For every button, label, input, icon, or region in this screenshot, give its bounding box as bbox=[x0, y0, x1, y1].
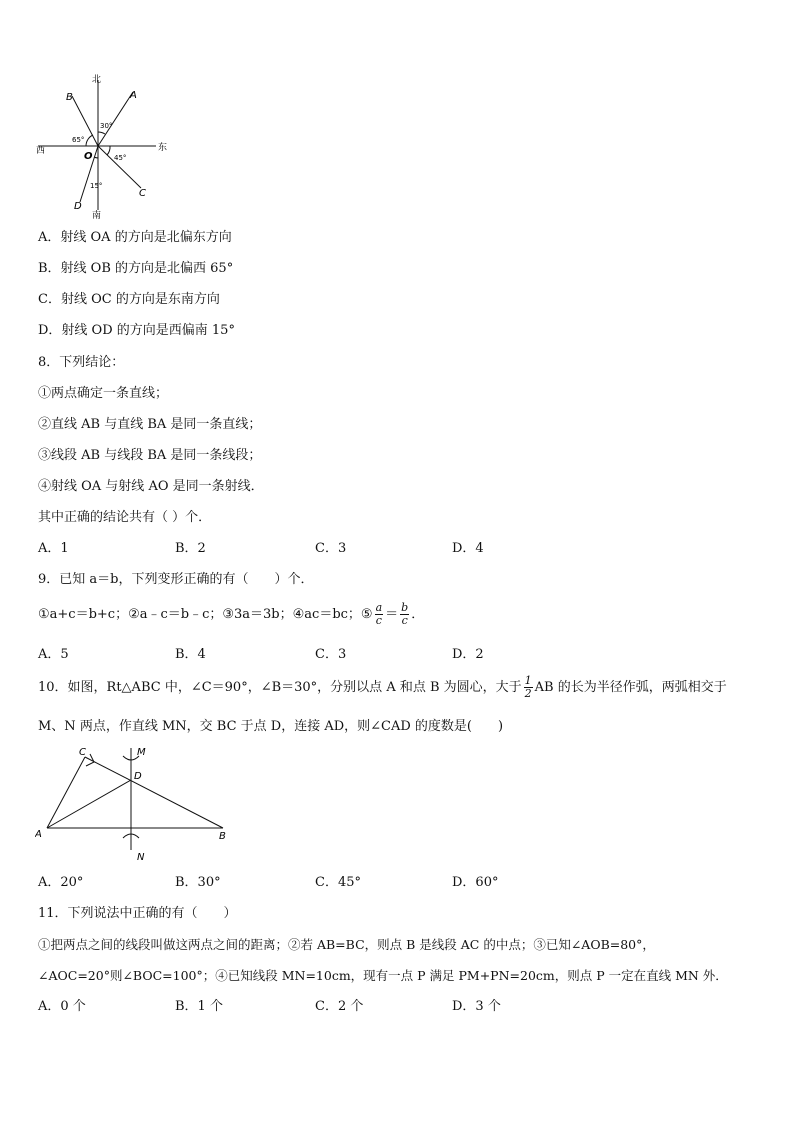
q9-option-d: D．2 bbox=[452, 647, 484, 662]
q10-line-1a: 10．如图，Rt△ABC 中，∠C＝90°，∠B＝30°，分别以点 A 和点 B 为圆心，大于 bbox=[38, 680, 522, 695]
q9-frac2-den: c bbox=[401, 614, 408, 627]
q9-fraction-b-over-c bbox=[400, 602, 409, 627]
q10-option-b: B．30° bbox=[175, 875, 221, 890]
angle-30-label: 30° bbox=[100, 122, 113, 130]
triangle-figure bbox=[35, 742, 235, 867]
tri-point-c-label: C bbox=[79, 747, 86, 758]
q7-option-b: B．射线 OB 的方向是北偏西 65° bbox=[38, 261, 234, 276]
angle-15-label: 15° bbox=[90, 182, 103, 190]
q10-option-c: C．45° bbox=[315, 875, 361, 890]
ray-oc bbox=[98, 146, 141, 188]
south-label: 南 bbox=[92, 211, 102, 220]
q8-option-a: A．1 bbox=[38, 541, 69, 556]
q10-fraction-half bbox=[524, 675, 533, 700]
q10-line-2: M、N 两点，作直线 MN，交 BC 于点 D，连接 AD，则∠CAD 的度数是( ) bbox=[38, 719, 504, 734]
q9-frac1-num: a bbox=[375, 601, 383, 614]
q8-item-2: ②直线 AB 与直线 BA 是同一条直线； bbox=[38, 417, 262, 432]
q9-end: ． bbox=[411, 607, 425, 622]
point-d-label: D bbox=[74, 201, 82, 212]
point-b-label: B bbox=[66, 92, 73, 103]
q9-frac2-num: b bbox=[401, 601, 409, 614]
q11-option-d: D．3 个 bbox=[452, 999, 501, 1014]
q8-option-b: B．2 bbox=[175, 541, 206, 556]
q8-question: 其中正确的结论共有（ ）个． bbox=[38, 510, 212, 525]
q8-stem: 8．下列结论： bbox=[38, 355, 125, 370]
q9-option-b: B．4 bbox=[175, 647, 206, 662]
q8-item-3: ③线段 AB 与线段 BA 是同一条线段； bbox=[38, 448, 262, 463]
q9-eq: ＝ bbox=[385, 607, 399, 622]
east-label: 东 bbox=[158, 143, 168, 153]
q8-option-d: D．4 bbox=[452, 541, 484, 556]
point-a-label: A bbox=[130, 90, 137, 101]
point-o-label: O bbox=[84, 151, 93, 162]
angle-65-label: 65° bbox=[72, 136, 85, 144]
q10-option-a: A．20° bbox=[38, 875, 84, 890]
q9-items bbox=[38, 600, 424, 630]
tri-point-d-label: D bbox=[134, 771, 142, 782]
tri-point-n-label: N bbox=[137, 852, 145, 863]
q11-option-c: C．2 个 bbox=[315, 999, 364, 1014]
q9-items-text: ①a+c＝b+c；②a﹣c＝b﹣c；③3a＝3b；④ac＝bc；⑤ bbox=[38, 607, 373, 622]
q8-item-1: ①两点确定一条直线； bbox=[38, 386, 169, 401]
tri-point-b-label: B bbox=[219, 831, 226, 842]
q10-line-1b: AB 的长为半径作弧，两弧相交于 bbox=[534, 680, 727, 695]
q10-frac-den: 2 bbox=[524, 687, 532, 700]
point-c-label: C bbox=[139, 188, 146, 199]
q11-line-1: ①把两点之间的线段叫做这两点之间的距离；②若 AB=BC，则点 B 是线段 AC 的中点；③已知∠AOB=80°， bbox=[38, 937, 655, 952]
tri-point-m-label: M bbox=[137, 747, 146, 758]
q11-option-b: B．1 个 bbox=[175, 999, 223, 1014]
west-label: 西 bbox=[36, 146, 46, 156]
north-label: 北 bbox=[92, 75, 102, 85]
q7-option-a: A．射线 OA 的方向是北偏东方向 bbox=[38, 230, 232, 245]
q9-option-c: C．3 bbox=[315, 647, 347, 662]
q7-option-c: C．射线 OC 的方向是东南方向 bbox=[38, 292, 220, 307]
q10-option-d: D．60° bbox=[452, 875, 499, 890]
q11-option-a: A．0 个 bbox=[38, 999, 86, 1014]
q9-fraction-a-over-c bbox=[375, 602, 384, 627]
q8-option-c: C．3 bbox=[315, 541, 347, 556]
ray-oa bbox=[98, 92, 133, 146]
q10-line-1 bbox=[38, 673, 727, 703]
q8-item-4: ④射线 OA 与射线 AO 是同一条射线． bbox=[38, 479, 264, 494]
q9-option-a: A．5 bbox=[38, 647, 69, 662]
q9-frac1-den: c bbox=[375, 614, 382, 627]
q10-frac-num: 1 bbox=[524, 674, 532, 687]
angle-45-label: 45° bbox=[114, 154, 127, 162]
side-cb bbox=[85, 757, 223, 828]
q11-stem: 11．下列说法中正确的有（ ） bbox=[38, 906, 237, 921]
compass-figure bbox=[30, 70, 180, 220]
q11-line-2: ∠AOC=20°则∠BOC=100°；④已知线段 MN=10cm，现有一点 P 满足 PM+PN=20cm，则点 P 一定在直线 MN 外． bbox=[38, 968, 728, 983]
q7-option-d: D．射线 OD 的方向是西偏南 15° bbox=[38, 323, 235, 338]
tri-point-a-label: A bbox=[35, 829, 42, 840]
q9-stem: 9．已知 a＝b，下列变形正确的有（ ）个． bbox=[38, 572, 314, 587]
